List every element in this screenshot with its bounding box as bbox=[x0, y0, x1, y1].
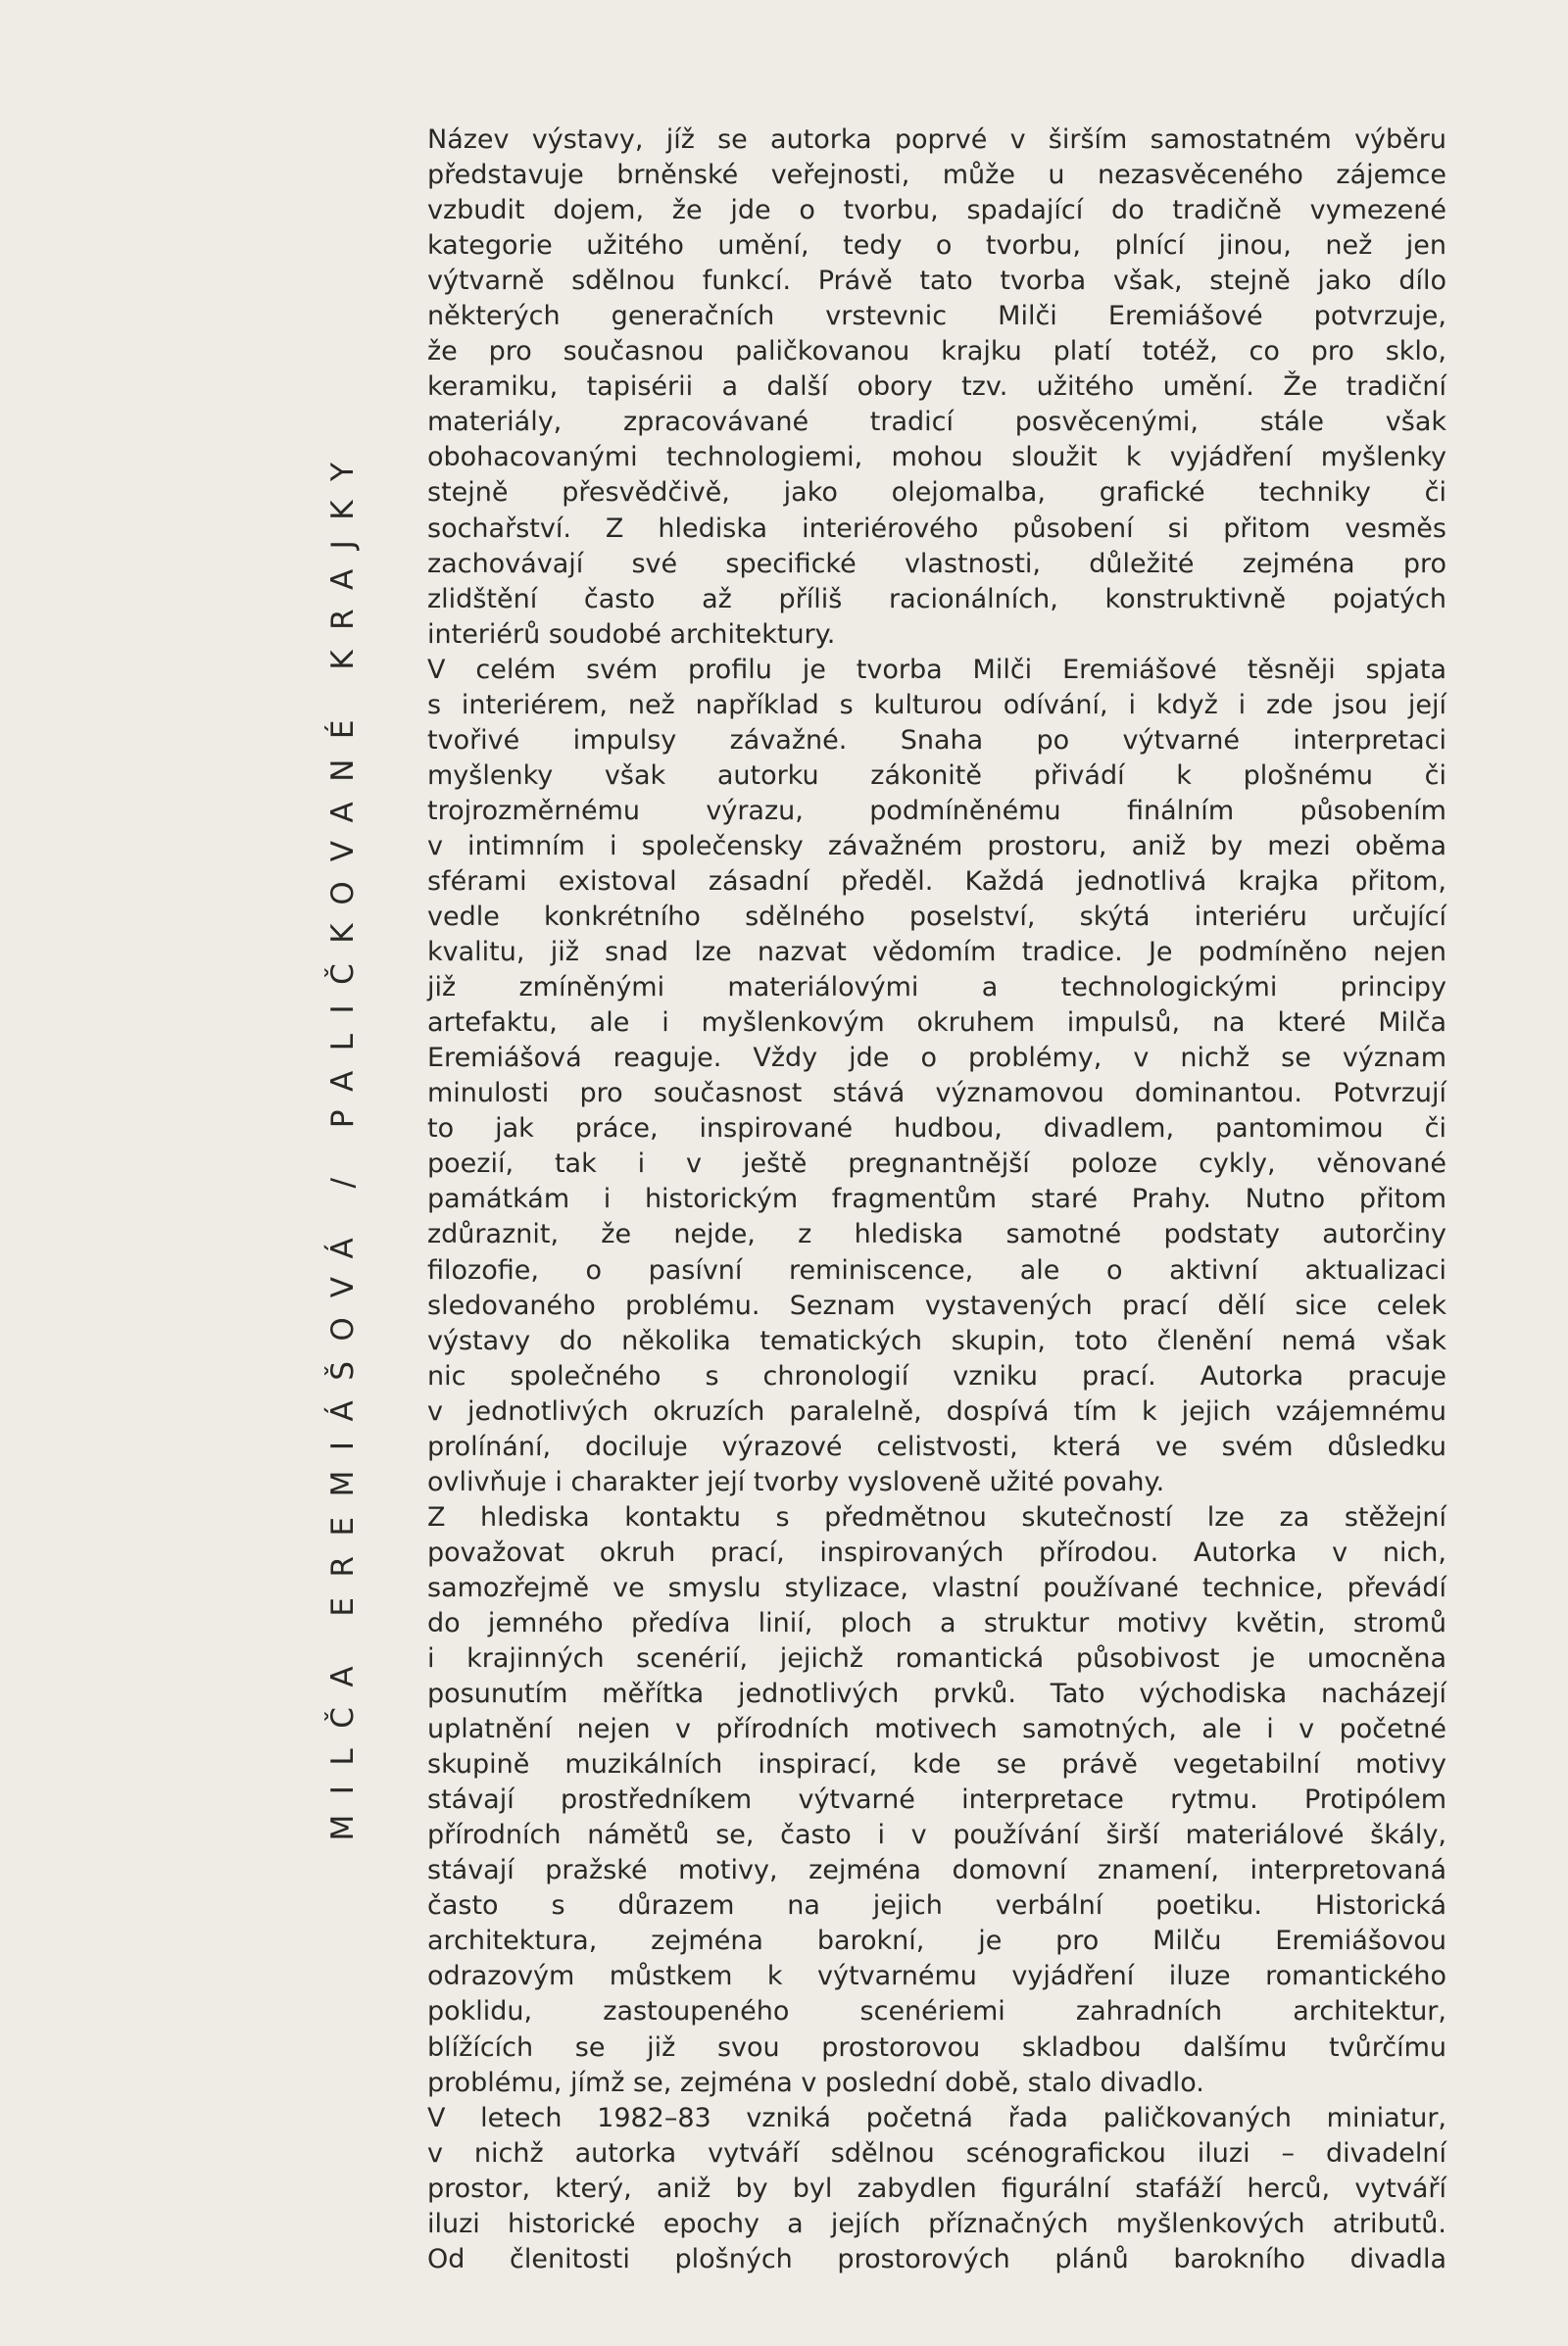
text-line: zdůraznit, že nejde, z hlediska samotné podstaty autorčiny bbox=[427, 1219, 1446, 1250]
text-line: problému, jímž se, zejména v poslední době, stalo divadlo. bbox=[427, 2067, 1204, 2098]
text-line: minulosti pro současnost stává významovou dominantou. Potvrzují bbox=[427, 1078, 1446, 1109]
text-line: Eremiášová reaguje. Vždy jde o problémy, v nichž se význam bbox=[427, 1043, 1446, 1074]
text-line: sférami existoval zásadní předěl. Každá jednotlivá krajka přitom, bbox=[427, 865, 1446, 897]
text-line: v nichž autorka vytváří sdělnou scénografickou iluzi – divadelní bbox=[427, 2137, 1446, 2169]
text-line: skupině muzikálních inspirací, kde se právě vegetabilní motivy bbox=[427, 1749, 1446, 1781]
text-line: kategorie užitého umění, tedy o tvorbu, plnící jinou, než jen bbox=[427, 230, 1446, 262]
text-line: stávají pražské motivy, zejména domovní znamení, interpretovaná bbox=[427, 1855, 1446, 1886]
text-line: výstavy do několika tematických skupin, toto členění nemá však bbox=[427, 1325, 1446, 1356]
text-line: výtvarně sdělnou funkcí. Právě tato tvorba však, stejně jako dílo bbox=[427, 266, 1446, 297]
text-line: artefaktu, ale i myšlenkovým okruhem impulsů, na které Milča bbox=[427, 1007, 1446, 1039]
text-line: iluzi historické epochy a jejích příznačných myšlenkových atributů. bbox=[427, 2208, 1446, 2239]
text-line: kvalitu, již snad lze nazvat vědomím tradice. Je podmíněno nejen bbox=[427, 937, 1446, 968]
body-text bbox=[427, 122, 1446, 2277]
text-line: prolínání, dociluje výrazové celistvosti, která ve svém důsledku bbox=[427, 1431, 1446, 1462]
text-line: poezií, tak i v ještě pregnantnější poloze cykly, věnované bbox=[427, 1149, 1446, 1180]
text-line: blížících se již svou prostorovou skladbou dalšímu tvůrčímu bbox=[427, 2031, 1446, 2063]
text-line: v intimním i společensky závažném prostoru, aniž by mezi oběma bbox=[427, 830, 1446, 861]
text-line: že pro současnou paličkovanou krajku platí totéž, co pro sklo, bbox=[427, 336, 1446, 367]
text-line: obohacovanými technologiemi, mohou sloužit k vyjádření myšlenky bbox=[427, 442, 1446, 473]
text-line: materiály, zpracovávané tradicí posvěcenými, stále však bbox=[427, 407, 1446, 438]
text-line: prostor, který, aniž by byl zabydlen figurální stafáží herců, vytváří bbox=[427, 2173, 1446, 2204]
text-line: vedle konkrétního sdělného poselství, skýtá interiéru určující bbox=[427, 902, 1446, 933]
text-line: zlidštění často až příliš racionálních, konstruktivně pojatých bbox=[427, 583, 1446, 614]
text-line: představuje brněnské veřejnosti, může u nezasvěceného zájemce bbox=[427, 160, 1446, 191]
text-line: některých generačních vrstevnic Milči Eremiášové potvrzuje, bbox=[427, 301, 1446, 332]
text-line: stávají prostředníkem výtvarné interpretace rytmu. Protipólem bbox=[427, 1784, 1446, 1816]
text-line: zachovávají své specifické vlastnosti, důležité zejména pro bbox=[427, 548, 1446, 579]
text-line: poklidu, zastoupeného scenériemi zahradních architektur, bbox=[427, 1996, 1446, 2028]
text-line: považovat okruh prací, inspirovaných přírodou. Autorka v nich, bbox=[427, 1537, 1446, 1568]
text-line: samozřejmě ve smyslu stylizace, vlastní používané technice, převádí bbox=[427, 1572, 1446, 1603]
text-line: památkám i historickým fragmentům staré Prahy. Nutno přitom bbox=[427, 1184, 1446, 1215]
text-line: V celém svém profilu je tvorba Milči Eremiášové těsněji spjata bbox=[427, 654, 1446, 685]
text-line: posunutím měřítka jednotlivých prvků. Tato východiska nacházejí bbox=[427, 1679, 1446, 1710]
text-line: keramiku, tapisérii a další obory tzv. užitého umění. Že tradiční bbox=[427, 371, 1446, 403]
text-line: Název výstavy, jíž se autorka poprvé v širším samostatném výběru bbox=[427, 124, 1446, 155]
text-line: stejně přesvědčivě, jako olejomalba, grafické techniky či bbox=[427, 477, 1446, 509]
side-title: MILČA EREMIÁŠOVÁ / PALIČKOVANÉ KRAJKY bbox=[325, 442, 361, 1841]
text-line: tvořivé impulsy závažné. Snaha po výtvarné interpretaci bbox=[427, 724, 1446, 756]
text-line: sledovaného problému. Seznam vystavených prací dělí sice celek bbox=[427, 1290, 1446, 1321]
text-line: Z hlediska kontaktu s předmětnou skutečností lze za stěžejní bbox=[427, 1501, 1446, 1533]
text-line: myšlenky však autorku zákonitě přivádí k plošnému či bbox=[427, 759, 1446, 791]
text-line: uplatnění nejen v přírodních motivech samotných, ale i v početné bbox=[427, 1714, 1446, 1745]
text-line: odrazovým můstkem k výtvarnému vyjádření iluze romantického bbox=[427, 1961, 1446, 1992]
text-line: sochařství. Z hlediska interiérového působení si přitom vesměs bbox=[427, 513, 1446, 544]
text-line: V letech 1982–83 vzniká početná řada paličkovaných miniatur, bbox=[427, 2102, 1446, 2133]
text-line: to jak práce, inspirované hudbou, divadlem, pantomimou či bbox=[427, 1113, 1446, 1145]
text-line: interiérů soudobé architektury. bbox=[427, 618, 836, 650]
text-line: i krajinných scenérií, jejichž romantická působivost je umocněna bbox=[427, 1643, 1446, 1675]
text-line: do jemného předíva linií, ploch a struktur motivy květin, stromů bbox=[427, 1607, 1446, 1638]
text-line: přírodních námětů se, často i v používání širší materiálové škály, bbox=[427, 1820, 1446, 1851]
text-line: s interiérem, než například s kulturou odívání, i když i zde jsou její bbox=[427, 689, 1446, 720]
text-line: často s důrazem na jejich verbální poetiku. Historická bbox=[427, 1890, 1446, 1922]
text-line: Od členitosti plošných prostorových plánů barokního divadla bbox=[427, 2243, 1446, 2274]
text-line: trojrozměrnému výrazu, podmíněnému finálním působením bbox=[427, 795, 1446, 826]
text-line: v jednotlivých okruzích paralelně, dospívá tím k jejich vzájemnému bbox=[427, 1395, 1446, 1427]
text-line: vzbudit dojem, že jde o tvorbu, spadající do tradičně vymezené bbox=[427, 195, 1446, 226]
text-line: architektura, zejména barokní, je pro Milču Eremiášovou bbox=[427, 1926, 1446, 1957]
text-line: ovlivňuje i charakter její tvorby vysloveně užité povahy. bbox=[427, 1466, 1165, 1497]
text-line: filozofie, o pasívní reminiscence, ale o aktivní aktualizaci bbox=[427, 1254, 1446, 1286]
text-line: již zmíněnými materiálovými a technologickými principy bbox=[427, 972, 1446, 1003]
text-line: nic společného s chronologií vzniku prací. Autorka pracuje bbox=[427, 1360, 1446, 1392]
